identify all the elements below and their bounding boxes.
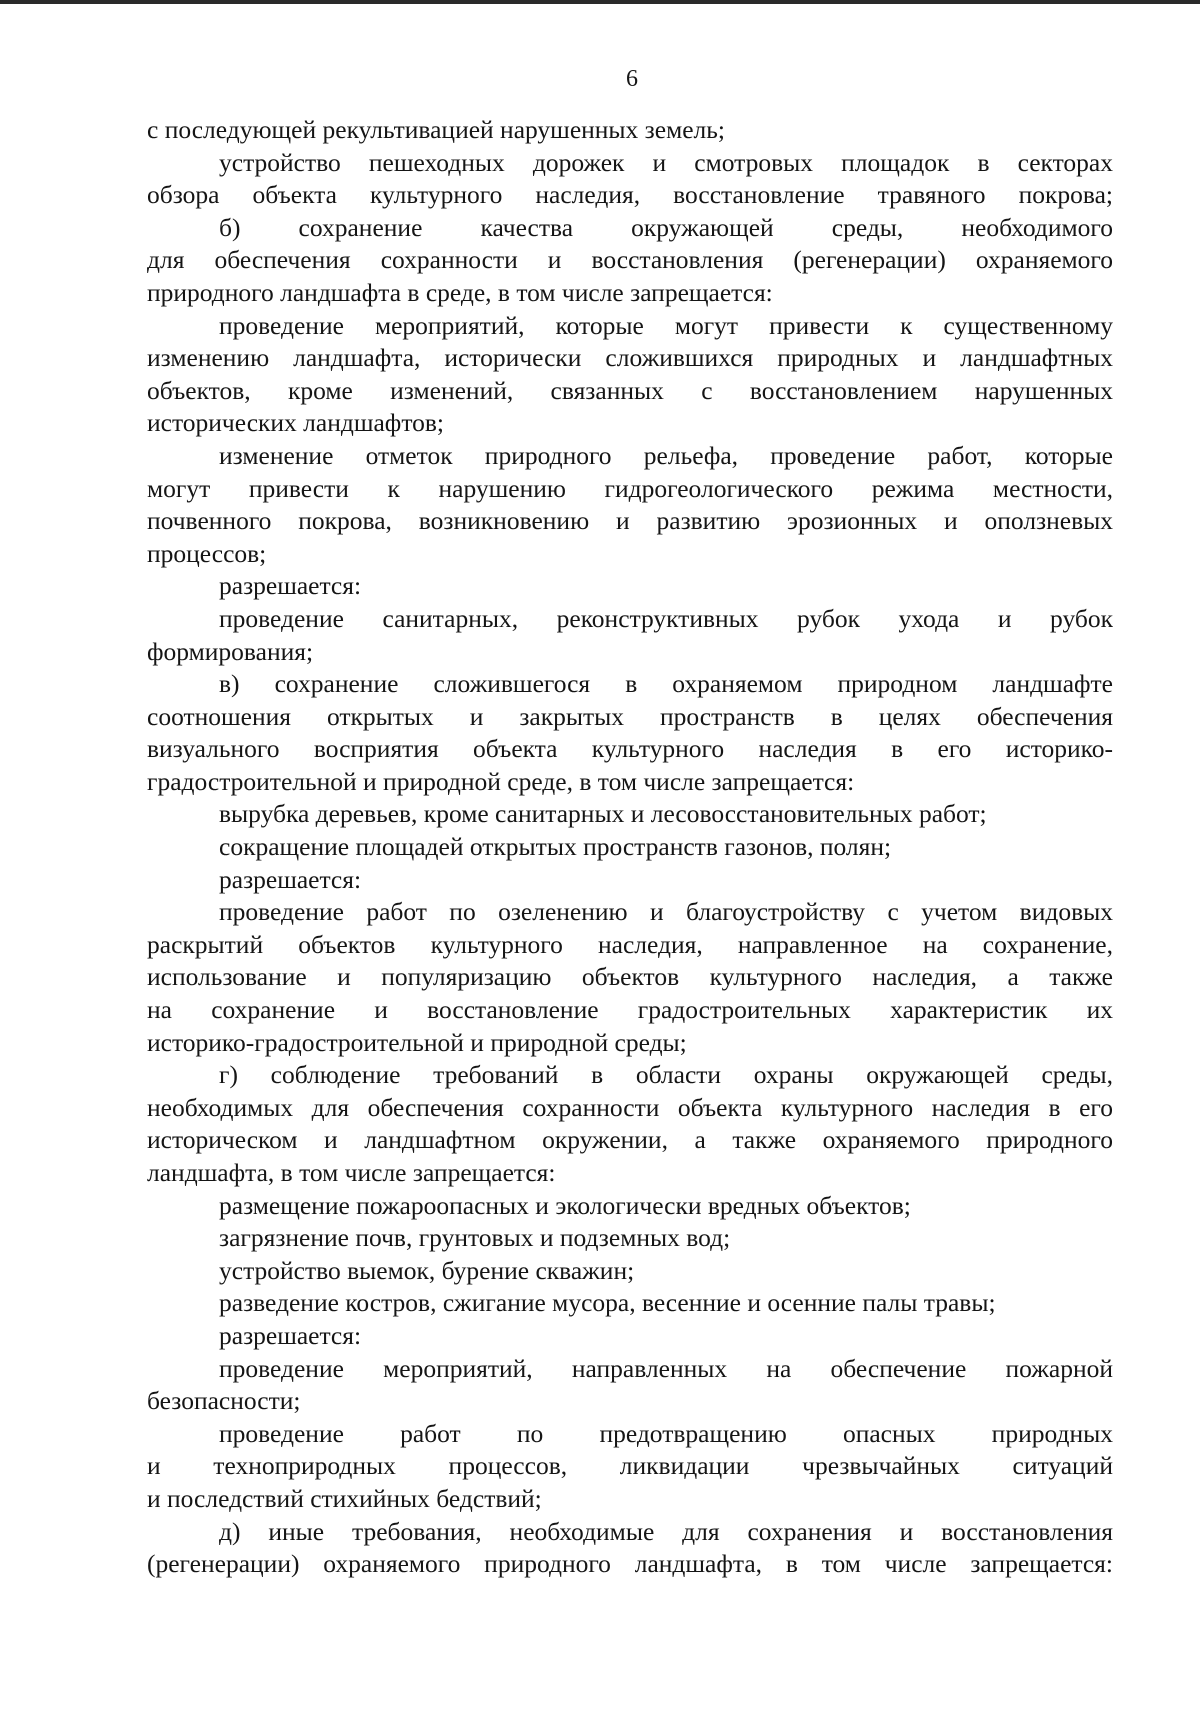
text-line: использование и популяризацию объектов культурного наследия, а также bbox=[147, 962, 1113, 992]
text-line: проведение работ по озеленению и благоустройству с учетом видовых bbox=[219, 897, 1113, 927]
text-line: визуального восприятия объекта культурного наследия в его историко- bbox=[147, 734, 1113, 764]
text-line: градостроительной и природной среде, в том числе запрещается: bbox=[147, 766, 855, 796]
text-line: процессов; bbox=[147, 538, 267, 568]
text-line: обзора объекта культурного наследия, восстановление травяного покрова; bbox=[147, 180, 1113, 210]
text-line: историческом и ландшафтном окружении, а также охраняемого природного bbox=[147, 1125, 1113, 1155]
text-line: безопасности; bbox=[147, 1386, 301, 1416]
text-line: г) соблюдение требований в области охраны окружающей среды, bbox=[219, 1060, 1113, 1090]
page-top-border bbox=[0, 0, 1200, 4]
text-line: могут привести к нарушению гидрогеологического режима местности, bbox=[147, 473, 1113, 503]
text-line: изменение отметок природного рельефа, проведение работ, которые bbox=[219, 440, 1113, 470]
text-line: сокращение площадей открытых пространств газонов, полян; bbox=[219, 832, 892, 862]
text-line: разрешается: bbox=[219, 864, 362, 894]
text-line: проведение санитарных, реконструктивных рубок ухода и рубок bbox=[219, 603, 1113, 633]
text-line: на сохранение и восстановление градостроительных характеристик их bbox=[147, 995, 1113, 1025]
text-line: историко-градостроительной и природной среды; bbox=[147, 1027, 687, 1057]
text-line: (регенерации) охраняемого природного ландшафта, в том числе запрещается: bbox=[147, 1549, 1113, 1579]
text-line: объектов, кроме изменений, связанных с восстановлением нарушенных bbox=[147, 375, 1113, 405]
text-line: д) иные требования, необходимые для сохранения и восстановления bbox=[219, 1516, 1113, 1546]
text-line: с последующей рекультивацией нарушенных земель; bbox=[147, 115, 725, 144]
text-line: загрязнение почв, грунтовых и подземных вод; bbox=[219, 1223, 731, 1253]
text-line: устройство выемок, бурение скважин; bbox=[219, 1255, 635, 1285]
text-line: формирования; bbox=[147, 636, 314, 666]
text-line: необходимых для обеспечения сохранности объекта культурного наследия в его bbox=[147, 1092, 1113, 1122]
text-line: проведение мероприятий, которые могут привести к существенному bbox=[219, 310, 1113, 340]
text-line: соотношения открытых и закрытых пространств в целях обеспечения bbox=[147, 701, 1113, 731]
text-line: разведение костров, сжигание мусора, весенние и осенние палы травы; bbox=[219, 1288, 996, 1318]
page-number: 6 bbox=[626, 66, 638, 92]
text-line: и последствий стихийных бедствий; bbox=[147, 1483, 542, 1513]
text-line: и технoприродных процессов, ликвидации чрезвычайных ситуаций bbox=[147, 1451, 1113, 1481]
text-line: природного ландшафта в среде, в том числе запрещается: bbox=[147, 277, 773, 307]
text-line: проведение работ по предотвращению опасных природных bbox=[219, 1418, 1113, 1448]
text-line: б) сохранение качества окружающей среды, необходимого bbox=[219, 212, 1113, 242]
text-line: устройство пешеходных дорожек и смотровых площадок в секторах bbox=[219, 147, 1113, 177]
text-line: исторических ландшафтов; bbox=[147, 408, 444, 438]
document-body bbox=[147, 114, 1113, 1581]
text-line: изменению ландшафта, исторически сложившихся природных и ландшафтных bbox=[147, 343, 1113, 373]
text-line: размещение пожароопасных и экологически вредных объектов; bbox=[219, 1190, 911, 1220]
text-line: разрешается: bbox=[219, 1320, 362, 1350]
text-line: ландшафта, в том числе запрещается: bbox=[147, 1158, 556, 1187]
text-line: в) сохранение сложившегося в охраняемом природном ландшафте bbox=[219, 669, 1113, 699]
text-line: для обеспечения сохранности и восстановления (регенерации) охраняемого bbox=[147, 245, 1113, 275]
text-line: вырубка деревьев, кроме санитарных и лесовосстановительных работ; bbox=[219, 799, 987, 829]
text-line: раскрытий объектов культурного наследия, направленное на сохранение, bbox=[147, 929, 1113, 959]
text-line: разрешается: bbox=[219, 571, 362, 601]
text-line: проведение мероприятий, направленных на обеспечение пожарной bbox=[219, 1353, 1113, 1383]
text-line: почвенного покрова, возникновению и развитию эрозионных и оползневых bbox=[147, 506, 1113, 536]
